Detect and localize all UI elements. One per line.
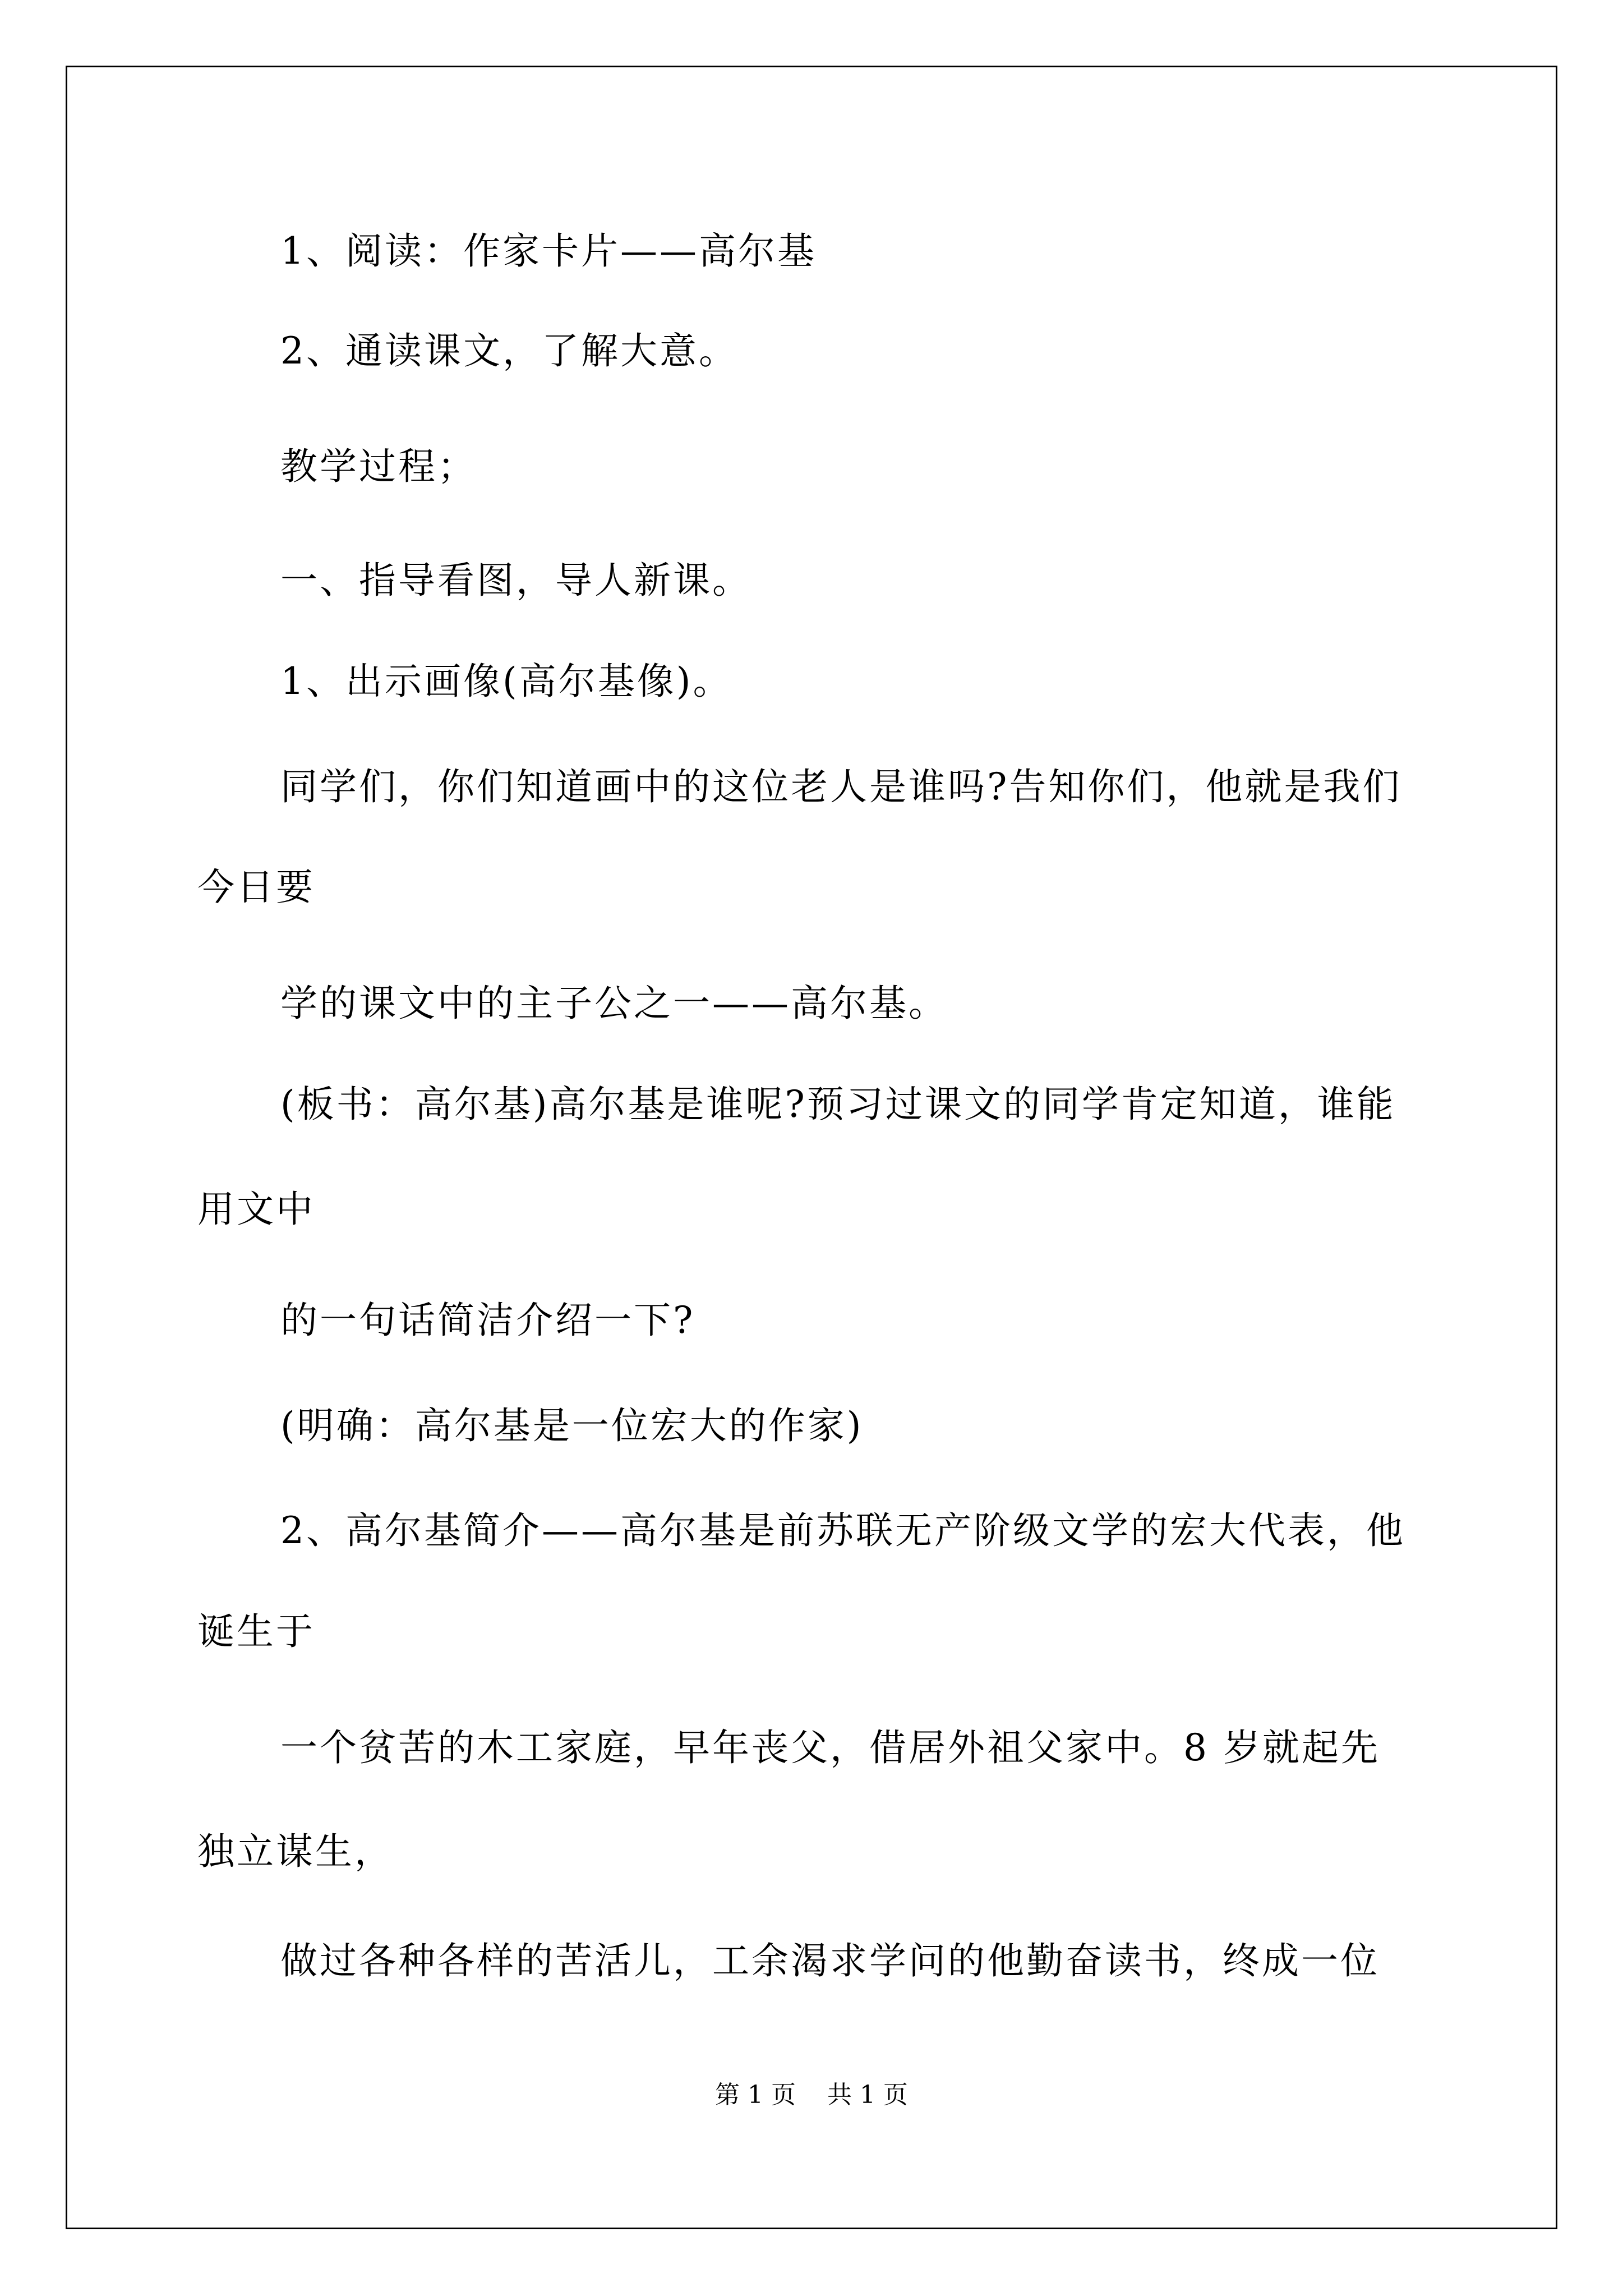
body-line-4: 一、指导看图，导人新课。 [280, 559, 751, 602]
body-line-12: (明确：高尔基是一位宏大的作家) [280, 1404, 864, 1447]
body-line-11: 的一句话简洁介绍一下? [280, 1299, 695, 1342]
body-line-2: 2、通读课文，了解大意。 [280, 329, 738, 372]
body-line-9: (板书：高尔基)高尔基是谁呢?预习过课文的同学肯定知道，谁能 [280, 1083, 1396, 1126]
page-border [66, 66, 1557, 2229]
body-line-14: 诞生于 [197, 1610, 315, 1653]
body-line-10: 用文中 [197, 1188, 315, 1231]
body-line-6: 同学们，你们知道画中的这位老人是谁吗?告知你们，他就是我们 [280, 765, 1402, 808]
body-line-7: 今日要 [197, 866, 315, 909]
section-heading: 教学过程； [280, 445, 477, 488]
body-line-16: 独立谋生， [197, 1830, 394, 1873]
body-line-15: 一个贫苦的木工家庭，早年丧父，借居外祖父家中。8 岁就起先 [280, 1726, 1380, 1769]
body-line-17: 做过各种各样的苦活儿，工余渴求学问的他勤奋读书，终成一位 [280, 1939, 1380, 1982]
body-line-1: 1、阅读：作家卡片——高尔基 [280, 229, 817, 273]
body-line-13: 2、高尔基简介——高尔基是前苏联无产阶级文学的宏大代表，他 [280, 1509, 1405, 1552]
body-line-8: 学的课文中的主子公之一——高尔基。 [280, 982, 948, 1025]
page-footer: 第 1 页 共 1 页 [715, 2081, 908, 2109]
body-line-5: 1、出示画像(高尔基像)。 [280, 660, 732, 703]
